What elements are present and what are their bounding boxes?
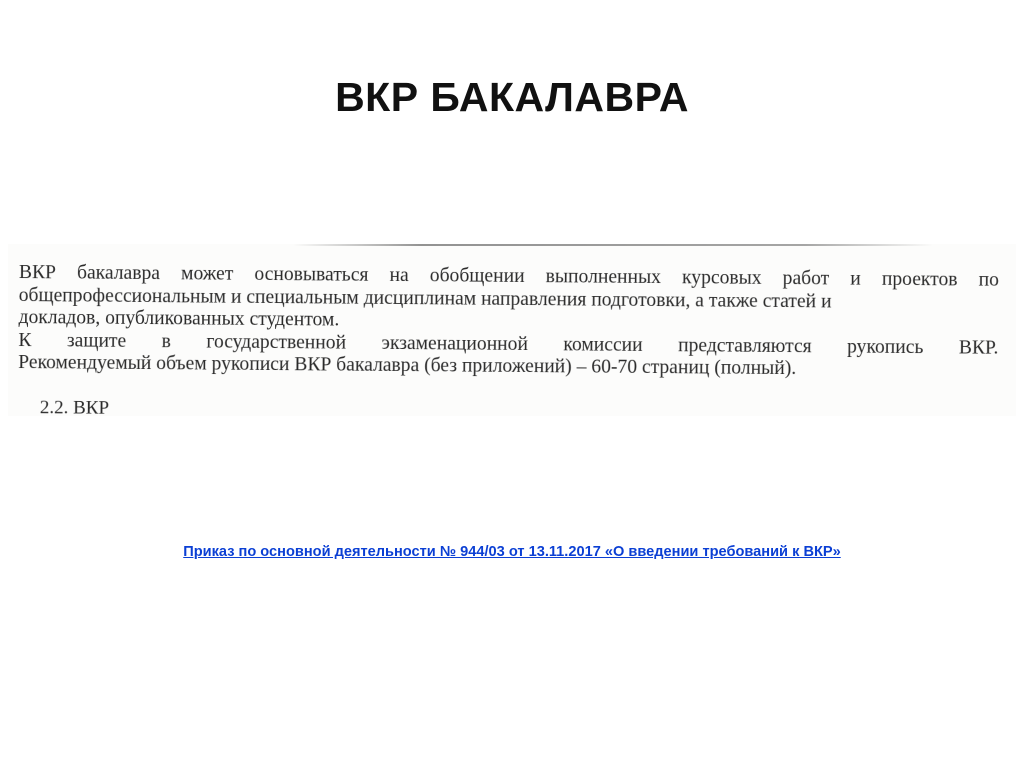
order-link[interactable]: Приказ по основной деятельности № 944/03 от 13.11.2017 «О введении требований к ВКР» [183, 544, 841, 560]
scan-line-6-cut: 2.2. ВКР [39, 397, 110, 419]
slide-title: ВКР БАКАЛАВРА [335, 74, 689, 120]
scanned-document-excerpt [8, 244, 1016, 419]
scan-line-2: общепрофессиональным и специальным дисциплинам направления подготовки, а также статей и [18, 284, 832, 312]
scan-line-5: Рекомендуемый объем рукописи ВКР бакалавра (без приложений) – 60-70 страниц (полный). [18, 351, 797, 380]
scan-line-4: К защите в государственной экзаменационной комиссии представляются рукопись ВКР. [18, 329, 999, 359]
scanned-text-block [18, 262, 999, 419]
scan-edge-line [293, 244, 933, 246]
scan-line-1: ВКР бакалавра может основываться на обобщении выполненных курсовых работ и проектов по [18, 262, 999, 291]
scan-line-3: докладов, опубликованных студентом. [18, 306, 340, 331]
